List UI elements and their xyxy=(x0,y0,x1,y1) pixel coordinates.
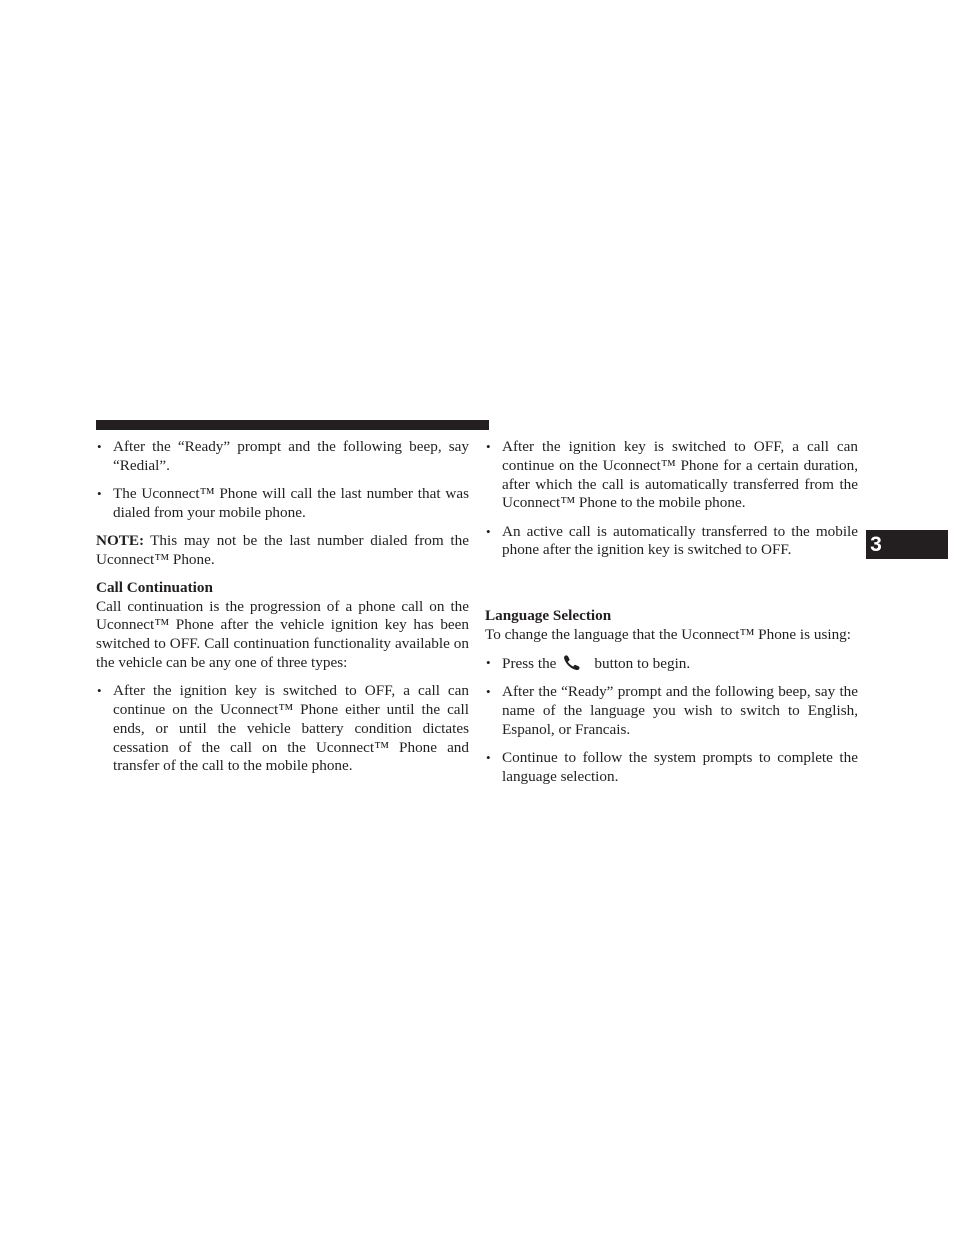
left-column xyxy=(96,438,469,786)
language-selection-body: To change the language that the Uconnect™ Phone is using: xyxy=(485,625,851,643)
right-column xyxy=(485,438,858,796)
list-item: • After the ignition key is switched to OFF, a call can continue on the Uconnect™ Phone for a certain duration, after which the call is automatically transferred from the Uconnect™ Phone to the mobile phone. xyxy=(485,438,858,513)
phone-icon xyxy=(562,654,584,670)
note-text: This may not be the last number dialed from the Uconnect™ Phone. xyxy=(96,532,469,568)
list-item: • After the “Ready” prompt and the following beep, say the name of the language you wish to switch to English, Espanol, or Francais. xyxy=(485,683,858,739)
chapter-tab xyxy=(866,530,948,559)
chapter-number: 3 xyxy=(870,533,882,556)
list-item: • The Uconnect™ Phone will call the last number that was dialed from your mobile phone. xyxy=(96,485,469,523)
list-item: • An active call is automatically transferred to the mobile phone after the ignition key is switched to OFF. xyxy=(485,523,858,561)
list-item-press-phone xyxy=(485,654,858,674)
section-spacer xyxy=(485,570,858,607)
list-item: • After the ignition key is switched to OFF, a call can continue on the Uconnect™ Phone either until the call ends, or until the vehicle battery condition dictates cessation of the call on the Uconnect™ Phone and transfer of the call to the mobile phone. xyxy=(96,682,469,776)
press-after-text: button to begin. xyxy=(594,654,691,672)
continuation-types-bullet-list xyxy=(485,438,858,560)
press-before-text: Press the xyxy=(502,654,557,672)
list-item: • After the “Ready” prompt and the following beep, say “Redial”. xyxy=(96,438,469,476)
language-selection-bullet-list xyxy=(485,654,858,787)
redial-bullet-list xyxy=(96,438,469,523)
list-item: • Continue to follow the system prompts to complete the language selection. xyxy=(485,749,858,787)
call-continuation-body: Call continuation is the progression of a phone call on the Uconnect™ Phone after the vehicle ignition key has been switched to OFF. Call continuation functionality available on the vehicle can be any one of three types: xyxy=(96,597,469,671)
note-paragraph xyxy=(96,532,469,570)
call-continuation-bullet-list xyxy=(96,682,469,776)
note-label: NOTE: xyxy=(96,532,145,550)
header-rule xyxy=(96,420,489,430)
section-heading-language-selection: Language Selection xyxy=(485,606,612,624)
section-heading-call-continuation: Call Continuation xyxy=(96,578,213,596)
